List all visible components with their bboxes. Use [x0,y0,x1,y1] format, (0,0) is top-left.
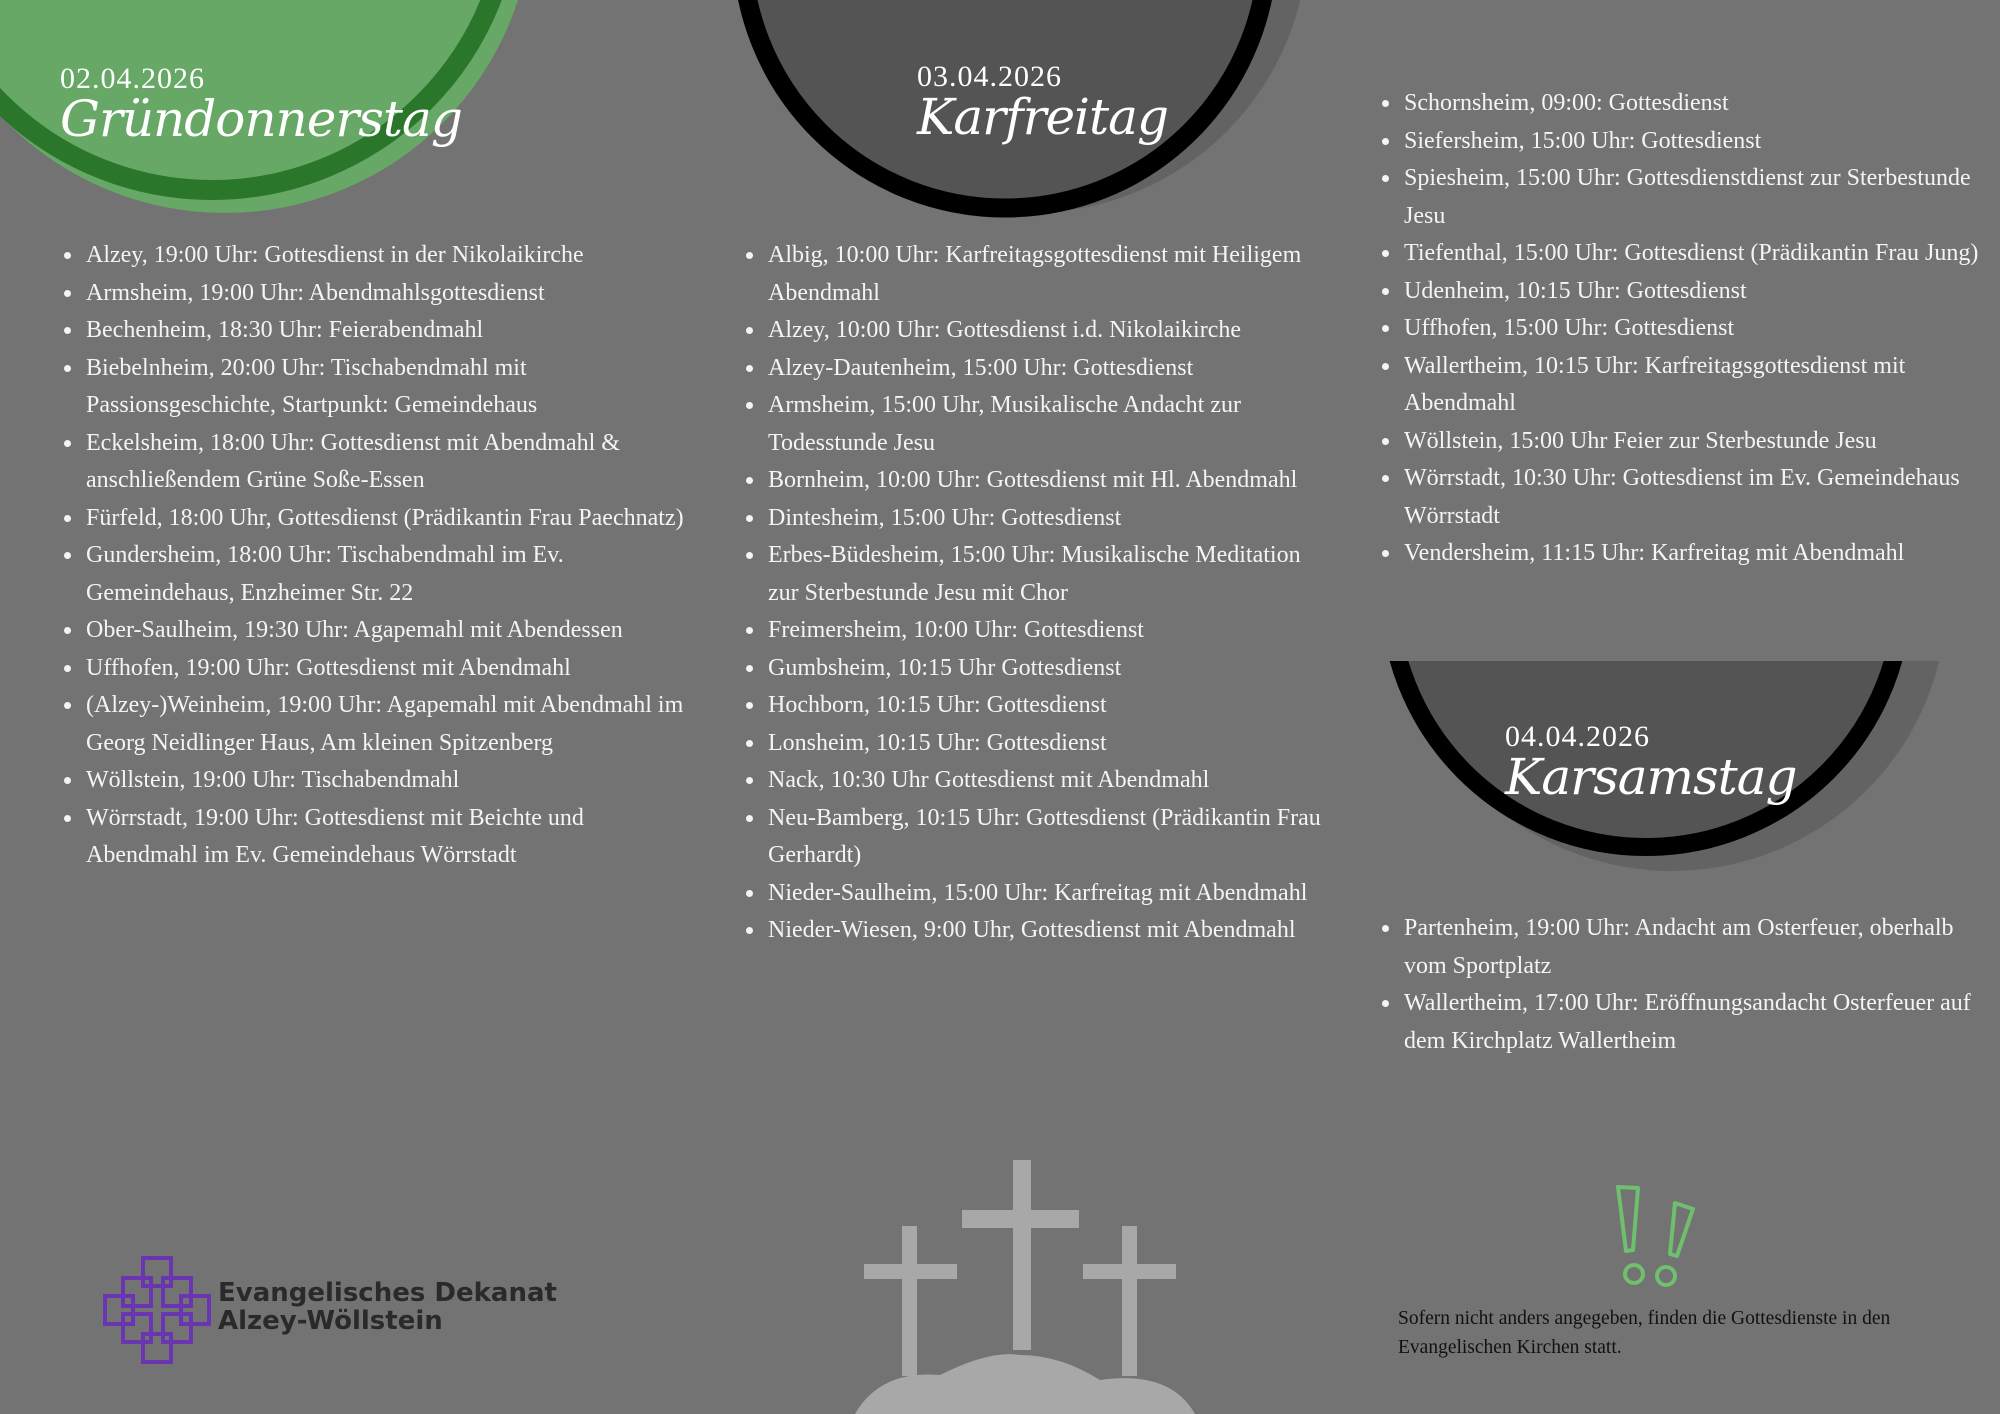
date-label: 02.04.2026 [60,62,205,95]
list-item: • Alzey, 19:00 Uhr: Gottesdienst in der Nikolaikirche [84,237,694,275]
date-label: 04.04.2026 [1505,720,1650,753]
list-item: • Partenheim, 19:00 Uhr: Andacht am Osterfeuer, oberhalb vom Sportplatz [1402,910,1992,985]
header-gruendonnerstag [60,62,462,148]
list-item: • Fürfeld, 18:00 Uhr, Gottesdienst (Prädikantin Frau Paechnatz) [84,500,694,538]
logo-line2: Alzey-Wöllstein [218,1306,443,1336]
list-item: • Nieder-Wiesen, 9:00 Uhr, Gottesdienst mit Abendmahl [766,912,1326,950]
date-label: 03.04.2026 [917,60,1062,93]
list-item: • Alzey, 10:00 Uhr: Gottesdienst i.d. Nikolaikirche [766,312,1326,350]
list-item: • Bornheim, 10:00 Uhr: Gottesdienst mit Hl. Abendmahl [766,462,1326,500]
service-list-gruendonnerstag [60,237,694,875]
list-item: • Wöllstein, 15:00 Uhr Feier zur Sterbestunde Jesu [1402,423,1992,461]
list-item: • Dintesheim, 15:00 Uhr: Gottesdienst [766,500,1326,538]
list-item: • Gundersheim, 18:00 Uhr: Tischabendmahl im Ev. Gemeindehaus, Enzheimer Str. 22 [84,537,694,612]
list-item: • Wörrstadt, 19:00 Uhr: Gottesdienst mit Beichte und Abendmahl im Ev. Gemeindehaus Wörrstadt [84,800,694,875]
header-karsamstag [1505,720,1797,806]
list-item: • Tiefenthal, 15:00 Uhr: Gottesdienst (Prädikantin Frau Jung) [1402,235,1992,273]
list-item: • Schornsheim, 09:00: Gottesdienst [1402,85,1992,123]
list-item: • Wöllstein, 19:00 Uhr: Tischabendmahl [84,762,694,800]
list-item: • Wallertheim, 17:00 Uhr: Eröffnungsandacht Osterfeuer auf dem Kirchplatz Wallertheim [1402,985,1992,1060]
day-title: Gründonnerstag [60,90,462,148]
service-list-karfreitag [742,237,1326,950]
list-item: • Nack, 10:30 Uhr Gottesdienst mit Abendmahl [766,762,1326,800]
header-karfreitag [917,60,1168,146]
list-item: • Hochborn, 10:15 Uhr: Gottesdienst [766,687,1326,725]
list-item: • (Alzey-)Weinheim, 19:00 Uhr: Agapemahl mit Abendmahl im Georg Neidlinger Haus, Am kleinen Spitzenberg [84,687,694,762]
list-item: • Freimersheim, 10:00 Uhr: Gottesdienst [766,612,1326,650]
location-note: Sofern nicht anders angegeben, finden die Gottesdienste in den Evangelischen Kirchen statt. [1398,1308,1891,1358]
list-item: • Neu-Bamberg, 10:15 Uhr: Gottesdienst (Prädikantin Frau Gerhardt) [766,800,1326,875]
day-title: Karsamstag [1505,748,1797,806]
list-item: • Alzey-Dautenheim, 15:00 Uhr: Gottesdienst [766,350,1326,388]
list-item: • Gumbsheim, 10:15 Uhr Gottesdienst [766,650,1326,688]
service-list-karfreitag-continued [1378,85,1992,573]
list-item: • Albig, 10:00 Uhr: Karfreitagsgottesdienst mit Heiligem Abendmahl [766,237,1326,312]
list-item: • Udenheim, 10:15 Uhr: Gottesdienst [1402,273,1992,311]
dekanat-cross-logo [105,1258,209,1362]
service-list-karsamstag [1378,910,1992,1060]
list-item: • Nieder-Saulheim, 15:00 Uhr: Karfreitag mit Abendmahl [766,875,1326,913]
list-item: • Eckelsheim, 18:00 Uhr: Gottesdienst mit Abendmahl & anschließendem Grüne Soße-Essen [84,425,694,500]
list-item: • Wörrstadt, 10:30 Uhr: Gottesdienst im Ev. Gemeindehaus Wörrstadt [1402,460,1992,535]
list-item: • Siefersheim, 15:00 Uhr: Gottesdienst [1402,123,1992,161]
list-item: • Ober-Saulheim, 19:30 Uhr: Agapemahl mit Abendessen [84,612,694,650]
list-item: • Uffhofen, 19:00 Uhr: Gottesdienst mit Abendmahl [84,650,694,688]
list-item: • Erbes-Büdesheim, 15:00 Uhr: Musikalische Meditation zur Sterbestunde Jesu mit Chor [766,537,1326,612]
list-item: • Bechenheim, 18:30 Uhr: Feierabendmahl [84,312,694,350]
list-item: • Armsheim, 19:00 Uhr: Abendmahlsgottesdienst [84,275,694,313]
double-exclamation-icon [1614,1187,1693,1285]
list-item: • Armsheim, 15:00 Uhr, Musikalische Andacht zur Todesstunde Jesu [766,387,1326,462]
list-item: • Wallertheim, 10:15 Uhr: Karfreitagsgottesdienst mit Abendmahl [1402,348,1992,423]
logo-line1: Evangelisches Dekanat [218,1278,557,1308]
list-item: • Lonsheim, 10:15 Uhr: Gottesdienst [766,725,1326,763]
list-item: • Vendersheim, 11:15 Uhr: Karfreitag mit Abendmahl [1402,535,1992,573]
list-item: • Biebelnheim, 20:00 Uhr: Tischabendmahl mit Passionsgeschichte, Startpunkt: Gemeindehaus [84,350,694,425]
list-item: • Spiesheim, 15:00 Uhr: Gottesdienstdienst zur Sterbestunde Jesu [1402,160,1992,235]
three-crosses-icon [855,1160,1195,1414]
dekanat-logo-text [218,1279,557,1335]
list-item: • Uffhofen, 15:00 Uhr: Gottesdienst [1402,310,1992,348]
day-title: Karfreitag [917,88,1168,146]
